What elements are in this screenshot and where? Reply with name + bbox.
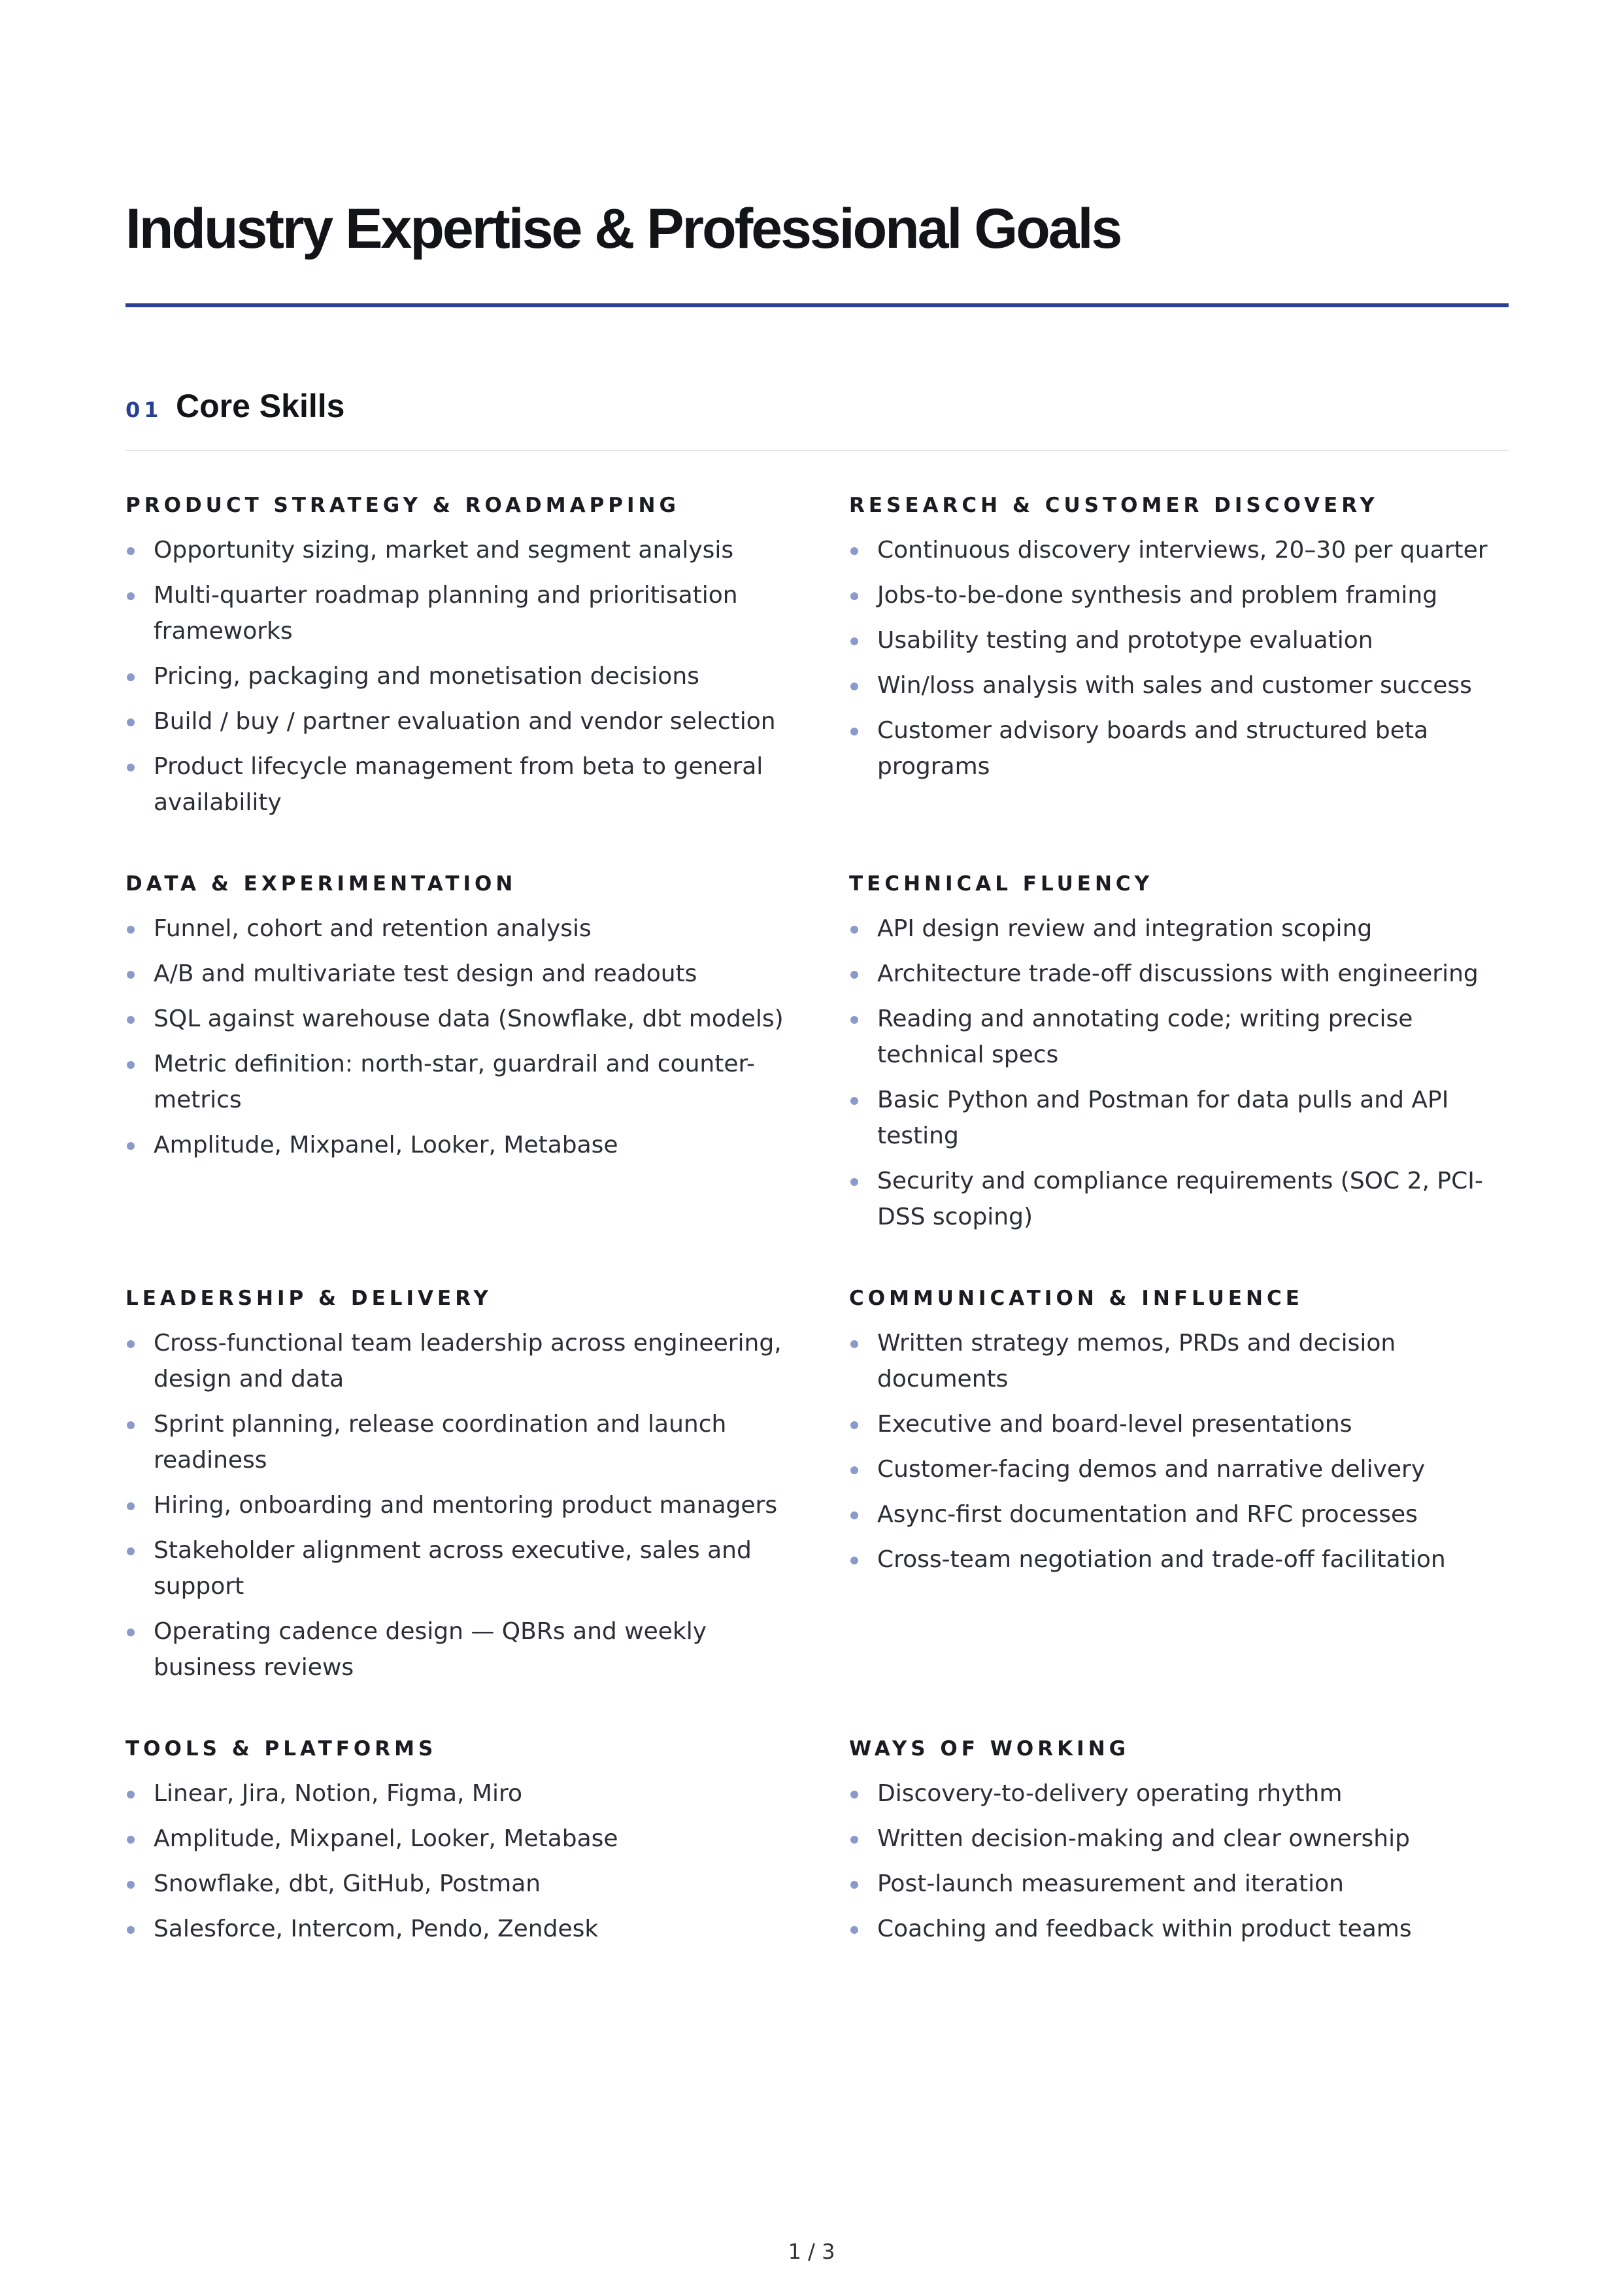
list-item-text: Win/loss analysis with sales and customer success bbox=[877, 672, 1472, 699]
list-item-text: Metric definition: north-star, guardrail and counter-metrics bbox=[154, 1051, 756, 1113]
list-item bbox=[849, 1451, 1509, 1487]
document-page bbox=[125, 190, 1509, 1997]
list-item-text: Cross-team negotiation and trade-off facilitation bbox=[877, 1546, 1446, 1573]
bullet-dot-icon bbox=[850, 1178, 858, 1186]
list-item-text: Build / buy / partner evaluation and vendor selection bbox=[154, 708, 776, 735]
skill-group bbox=[125, 1735, 849, 1956]
skill-group-heading: WAYS OF WORKING bbox=[849, 1737, 1130, 1761]
bullet-dot-icon bbox=[127, 718, 135, 726]
list-item-text: Customer-facing demos and narrative delivery bbox=[877, 1456, 1426, 1483]
list-item-text: Opportunity sizing, market and segment analysis bbox=[154, 537, 734, 564]
list-item bbox=[125, 1821, 807, 1857]
bullet-dot-icon bbox=[127, 1142, 135, 1150]
list-item bbox=[849, 1325, 1509, 1397]
list-item bbox=[125, 1532, 807, 1604]
list-item-text: Architecture trade-off discussions with engineering bbox=[877, 960, 1479, 987]
list-item bbox=[849, 1082, 1509, 1154]
list-item bbox=[849, 1866, 1509, 1902]
bullet-dot-icon bbox=[850, 1836, 858, 1844]
list-item-text: Snowflake, dbt, GitHub, Postman bbox=[154, 1870, 541, 1897]
list-item-text: Usability testing and prototype evaluation bbox=[877, 627, 1373, 654]
list-item bbox=[125, 1127, 807, 1163]
list-item-text: Amplitude, Mixpanel, Looker, Metabase bbox=[154, 1132, 618, 1158]
list-item bbox=[849, 1496, 1509, 1532]
list-item bbox=[125, 1613, 807, 1685]
skill-group bbox=[125, 1285, 849, 1695]
list-item-text: Amplitude, Mixpanel, Looker, Metabase bbox=[154, 1825, 618, 1852]
list-item bbox=[125, 1866, 807, 1902]
bullet-dot-icon bbox=[127, 1926, 135, 1934]
list-item-text: Written strategy memos, PRDs and decision documents bbox=[877, 1330, 1396, 1393]
list-item bbox=[125, 703, 807, 739]
bullet-dot-icon bbox=[850, 1791, 858, 1798]
list-item-text: Linear, Jira, Notion, Figma, Miro bbox=[154, 1780, 522, 1807]
bullet-dot-icon bbox=[850, 971, 858, 979]
list-item-text: Async-first documentation and RFC processes bbox=[877, 1501, 1418, 1528]
list-item-text: Customer advisory boards and structured beta programs bbox=[877, 717, 1429, 780]
bullet-dot-icon bbox=[127, 1881, 135, 1889]
list-item-text: Post-launch measurement and iteration bbox=[877, 1870, 1344, 1897]
list-item bbox=[849, 713, 1509, 785]
list-item bbox=[849, 1406, 1509, 1442]
skill-group bbox=[849, 1735, 1509, 1956]
bullet-dot-icon bbox=[127, 592, 135, 600]
list-item bbox=[849, 911, 1509, 947]
bullet-dot-icon bbox=[127, 1791, 135, 1798]
bullet-dot-icon bbox=[850, 1340, 858, 1348]
list-item bbox=[125, 658, 807, 694]
list-item bbox=[125, 577, 807, 649]
list-item bbox=[849, 1776, 1509, 1812]
skills-grid bbox=[125, 492, 1509, 1997]
bullet-dot-icon bbox=[127, 547, 135, 555]
skill-list bbox=[125, 1325, 849, 1685]
title-divider bbox=[125, 303, 1509, 307]
list-item bbox=[849, 667, 1509, 703]
list-item-text: Product lifecycle management from beta to general availability bbox=[154, 753, 763, 816]
skill-list bbox=[849, 911, 1509, 1235]
skill-group bbox=[849, 870, 1509, 1244]
skill-list bbox=[849, 1776, 1509, 1947]
bullet-dot-icon bbox=[850, 637, 858, 645]
bullet-dot-icon bbox=[850, 1557, 858, 1564]
list-item bbox=[849, 1821, 1509, 1857]
bullet-dot-icon bbox=[127, 1016, 135, 1024]
list-item-text: Basic Python and Postman for data pulls and API testing bbox=[877, 1087, 1449, 1149]
bullet-dot-icon bbox=[127, 1421, 135, 1429]
bullet-dot-icon bbox=[850, 1016, 858, 1024]
bullet-dot-icon bbox=[127, 1836, 135, 1844]
list-item bbox=[849, 1911, 1509, 1947]
bullet-dot-icon bbox=[127, 764, 135, 771]
bullet-dot-icon bbox=[127, 926, 135, 934]
section-title: Core Skills bbox=[176, 388, 345, 424]
list-item bbox=[849, 577, 1509, 613]
list-item-text: API design review and integration scoping bbox=[877, 915, 1373, 942]
list-item-text: Salesforce, Intercom, Pendo, Zendesk bbox=[154, 1916, 599, 1942]
bullet-dot-icon bbox=[127, 1061, 135, 1069]
list-item bbox=[125, 956, 807, 992]
list-item-text: Executive and board-level presentations bbox=[877, 1411, 1352, 1438]
list-item bbox=[125, 532, 807, 568]
page-title: Industry Expertise & Professional Goals bbox=[125, 197, 1121, 260]
bullet-dot-icon bbox=[850, 1097, 858, 1105]
skill-list bbox=[125, 911, 849, 1163]
section-number: 01 bbox=[125, 397, 163, 422]
list-item-text: Hiring, onboarding and mentoring product managers bbox=[154, 1492, 778, 1519]
section-header bbox=[125, 387, 1509, 433]
skill-list bbox=[849, 532, 1509, 785]
list-item-text: Funnel, cohort and retention analysis bbox=[154, 915, 592, 942]
skill-group-heading: PRODUCT STRATEGY & ROADMAPPING bbox=[125, 494, 680, 517]
list-item bbox=[849, 532, 1509, 568]
list-item bbox=[849, 622, 1509, 658]
skill-group bbox=[849, 492, 1509, 830]
bullet-dot-icon bbox=[850, 1511, 858, 1519]
bullet-dot-icon bbox=[127, 971, 135, 979]
skill-group bbox=[125, 870, 849, 1244]
bullet-dot-icon bbox=[127, 1629, 135, 1636]
list-item bbox=[125, 1487, 807, 1523]
page-number: 1 / 3 bbox=[788, 2239, 835, 2264]
skill-list bbox=[125, 532, 849, 820]
list-item-text: SQL against warehouse data (Snowflake, dbt models) bbox=[154, 1005, 784, 1032]
list-item bbox=[849, 956, 1509, 992]
skill-group bbox=[849, 1285, 1509, 1695]
list-item-text: Security and compliance requirements (SOC 2, PCI-DSS scoping) bbox=[877, 1168, 1483, 1230]
bullet-dot-icon bbox=[850, 926, 858, 934]
bullet-dot-icon bbox=[127, 673, 135, 681]
bullet-dot-icon bbox=[127, 1340, 135, 1348]
bullet-dot-icon bbox=[850, 1421, 858, 1429]
list-item bbox=[125, 1406, 807, 1478]
list-item-text: Stakeholder alignment across executive, sales and support bbox=[154, 1537, 752, 1600]
list-item-text: Continuous discovery interviews, 20–30 per quarter bbox=[877, 537, 1488, 564]
bullet-dot-icon bbox=[850, 1926, 858, 1934]
bullet-dot-icon bbox=[127, 1547, 135, 1555]
bullet-dot-icon bbox=[850, 728, 858, 735]
list-item bbox=[849, 1001, 1509, 1073]
bullet-dot-icon bbox=[850, 683, 858, 690]
list-item bbox=[125, 911, 807, 947]
skill-group bbox=[125, 492, 849, 830]
list-item-text: Reading and annotating code; writing precise technical specs bbox=[877, 1005, 1413, 1068]
list-item bbox=[125, 1001, 807, 1037]
bullet-dot-icon bbox=[850, 1466, 858, 1474]
skill-group-heading: COMMUNICATION & INFLUENCE bbox=[849, 1287, 1303, 1310]
list-item bbox=[125, 749, 807, 820]
skill-group-heading: RESEARCH & CUSTOMER DISCOVERY bbox=[849, 494, 1379, 517]
list-item bbox=[125, 1046, 807, 1118]
list-item-text: Jobs-to-be-done synthesis and problem framing bbox=[877, 582, 1438, 609]
list-item bbox=[849, 1542, 1509, 1578]
skill-group-heading: LEADERSHIP & DELIVERY bbox=[125, 1287, 492, 1310]
skill-list bbox=[125, 1776, 849, 1947]
list-item-text: Coaching and feedback within product teams bbox=[877, 1916, 1412, 1942]
list-item-text: Sprint planning, release coordination and launch readiness bbox=[154, 1411, 727, 1474]
list-item bbox=[125, 1776, 807, 1812]
list-item bbox=[125, 1911, 807, 1947]
bullet-dot-icon bbox=[850, 547, 858, 555]
list-item-text: Multi-quarter roadmap planning and prioritisation frameworks bbox=[154, 582, 738, 645]
list-item-text: Pricing, packaging and monetisation decisions bbox=[154, 663, 699, 690]
list-item bbox=[125, 1325, 807, 1397]
list-item bbox=[849, 1163, 1509, 1235]
list-item-text: Operating cadence design — QBRs and weekly business reviews bbox=[154, 1618, 707, 1681]
list-item-text: A/B and multivariate test design and readouts bbox=[154, 960, 697, 987]
skill-group-heading: DATA & EXPERIMENTATION bbox=[125, 872, 517, 896]
list-item-text: Discovery-to-delivery operating rhythm bbox=[877, 1780, 1343, 1807]
bullet-dot-icon bbox=[127, 1502, 135, 1510]
bullet-dot-icon bbox=[850, 1881, 858, 1889]
skill-group-heading: TECHNICAL FLUENCY bbox=[849, 872, 1154, 896]
bullet-dot-icon bbox=[850, 592, 858, 600]
list-item-text: Cross-functional team leadership across engineering, design and data bbox=[154, 1330, 782, 1393]
section-divider bbox=[125, 450, 1509, 451]
list-item-text: Written decision-making and clear ownership bbox=[877, 1825, 1410, 1852]
skill-list bbox=[849, 1325, 1509, 1578]
skill-group-heading: TOOLS & PLATFORMS bbox=[125, 1737, 437, 1761]
